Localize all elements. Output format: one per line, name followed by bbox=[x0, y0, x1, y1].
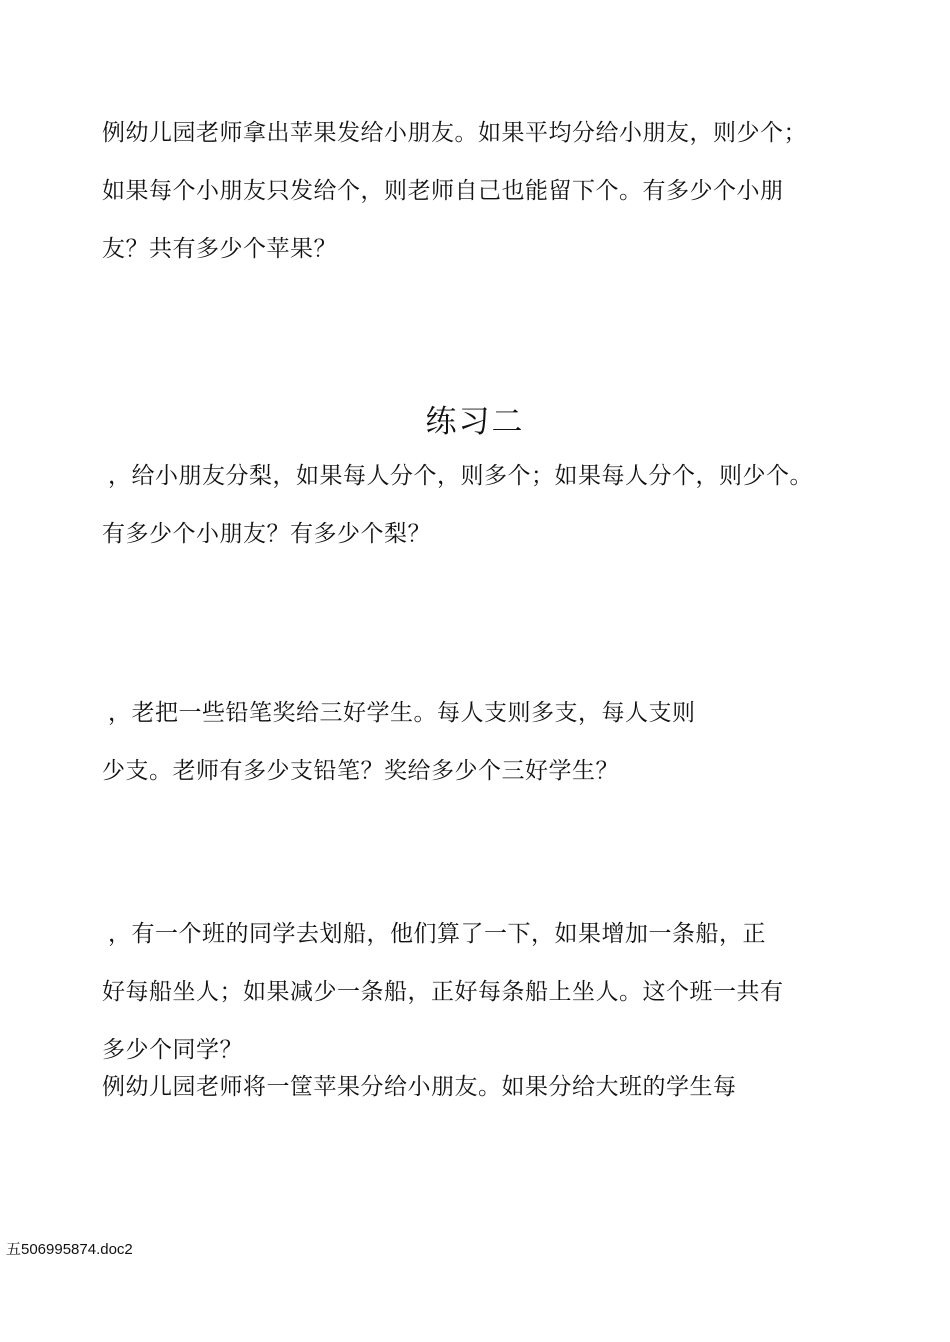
problem-1-line-2: 有多少个小朋友？有多少个梨？ bbox=[102, 521, 431, 547]
problem-3-line-1: ，有一个班的同学去划船，他们算了一下，如果增加一条船，正 bbox=[108, 921, 766, 947]
example-1-line-3: 友？共有多少个苹果？ bbox=[102, 236, 337, 262]
problem-1-line-1: ，给小朋友分梨，如果每人分个，则多个；如果每人分个，则少个。 bbox=[108, 463, 813, 489]
problem-2-line-1: ，老把一些铅笔奖给三好学生。每人支则多支，每人支则 bbox=[108, 700, 696, 726]
exercise-title: 练习二 bbox=[425, 404, 525, 440]
page-footer: 五506995874.doc2 bbox=[6, 1241, 133, 1258]
example-1-line-1: 例幼儿园老师拿出苹果发给小朋友。如果平均分给小朋友，则少个； bbox=[102, 120, 807, 146]
example-1-line-2: 如果每个小朋友只发给个，则老师自己也能留下个。有多少个小朋 bbox=[102, 178, 784, 204]
problem-3-line-3: 多少个同学？ bbox=[102, 1037, 243, 1063]
problem-2-line-2: 少支。老师有多少支铅笔？奖给多少个三好学生？ bbox=[102, 758, 619, 784]
example-2-line-1: 例幼儿园老师将一筐苹果分给小朋友。如果分给大班的学生每 bbox=[102, 1074, 737, 1100]
problem-3-line-2: 好每船坐人；如果减少一条船，正好每条船上坐人。这个班一共有 bbox=[102, 979, 784, 1005]
